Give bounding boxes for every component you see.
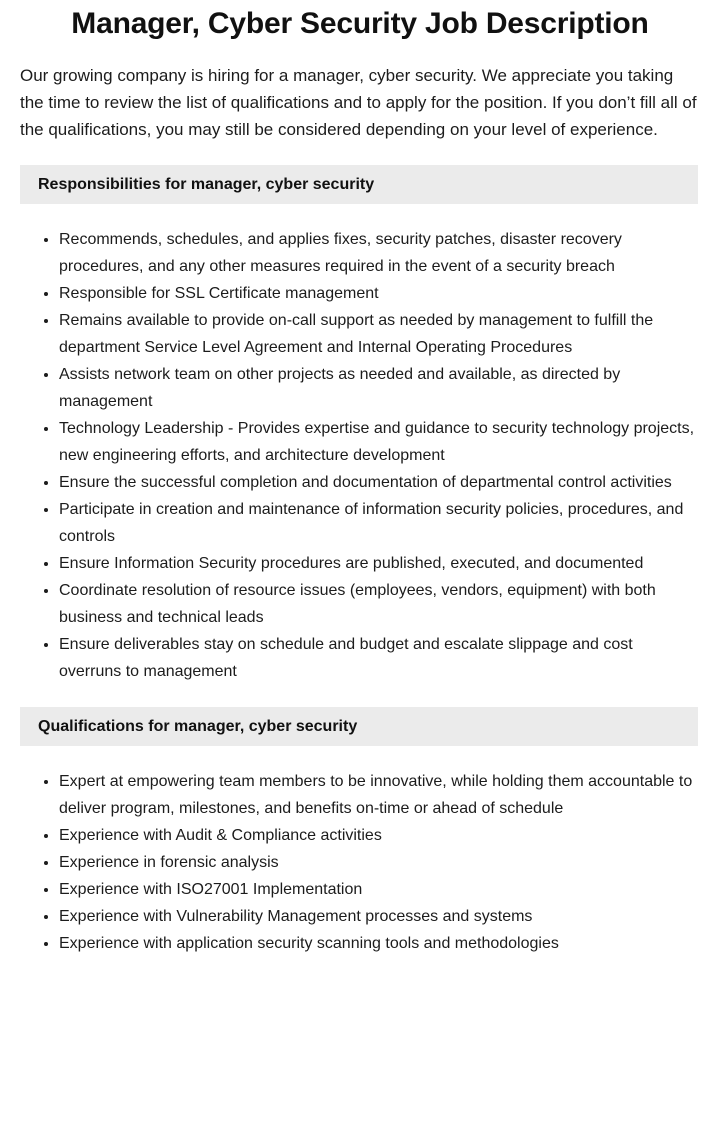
section-heading-qualifications: Qualifications for manager, cyber security — [20, 707, 698, 746]
list-item: Experience with application security scanning tools and methodologies — [59, 930, 698, 957]
list-item: Coordinate resolution of resource issues (employees, vendors, equipment) with both business and technical leads — [59, 577, 698, 631]
list-item: Experience in forensic analysis — [59, 849, 698, 876]
list-item: Ensure deliverables stay on schedule and budget and escalate slippage and cost overruns to management — [59, 631, 698, 685]
responsibilities-list — [0, 204, 720, 685]
list-item: Assists network team on other projects as needed and available, as directed by management — [59, 361, 698, 415]
list-item: Recommends, schedules, and applies fixes, security patches, disaster recovery procedures, and any other measures required in the event of a security breach — [59, 226, 698, 280]
intro-paragraph: Our growing company is hiring for a manager, cyber security. We appreciate you taking the time to review the list of qualifications and to apply for the position. If you don’t fill all of the qualifications, you may still be considered depending on your level of experience. — [20, 66, 697, 139]
list-item: Responsible for SSL Certificate management — [59, 280, 698, 307]
list-item: Remains available to provide on-call support as needed by management to fulfill the department Service Level Agreement and Internal Operating Procedures — [59, 307, 698, 361]
list-item: Expert at empowering team members to be innovative, while holding them accountable to deliver program, milestones, and benefits on-time or ahead of schedule — [59, 768, 698, 822]
section-heading-responsibilities: Responsibilities for manager, cyber security — [20, 165, 698, 204]
list-item: Experience with Audit & Compliance activities — [59, 822, 698, 849]
list-item: Experience with ISO27001 Implementation — [59, 876, 698, 903]
section-qualifications — [0, 707, 720, 957]
list-item: Participate in creation and maintenance of information security policies, procedures, and controls — [59, 496, 698, 550]
list-item: Technology Leadership - Provides expertise and guidance to security technology projects, new engineering efforts, and architecture development — [59, 415, 698, 469]
page-title: Manager, Cyber Security Job Description — [71, 7, 649, 40]
list-item: Experience with Vulnerability Management processes and systems — [59, 903, 698, 930]
list-item: Ensure the successful completion and documentation of departmental control activities — [59, 469, 698, 496]
section-responsibilities — [0, 165, 720, 685]
qualifications-list — [0, 746, 720, 957]
list-item: Ensure Information Security procedures are published, executed, and documented — [59, 550, 698, 577]
